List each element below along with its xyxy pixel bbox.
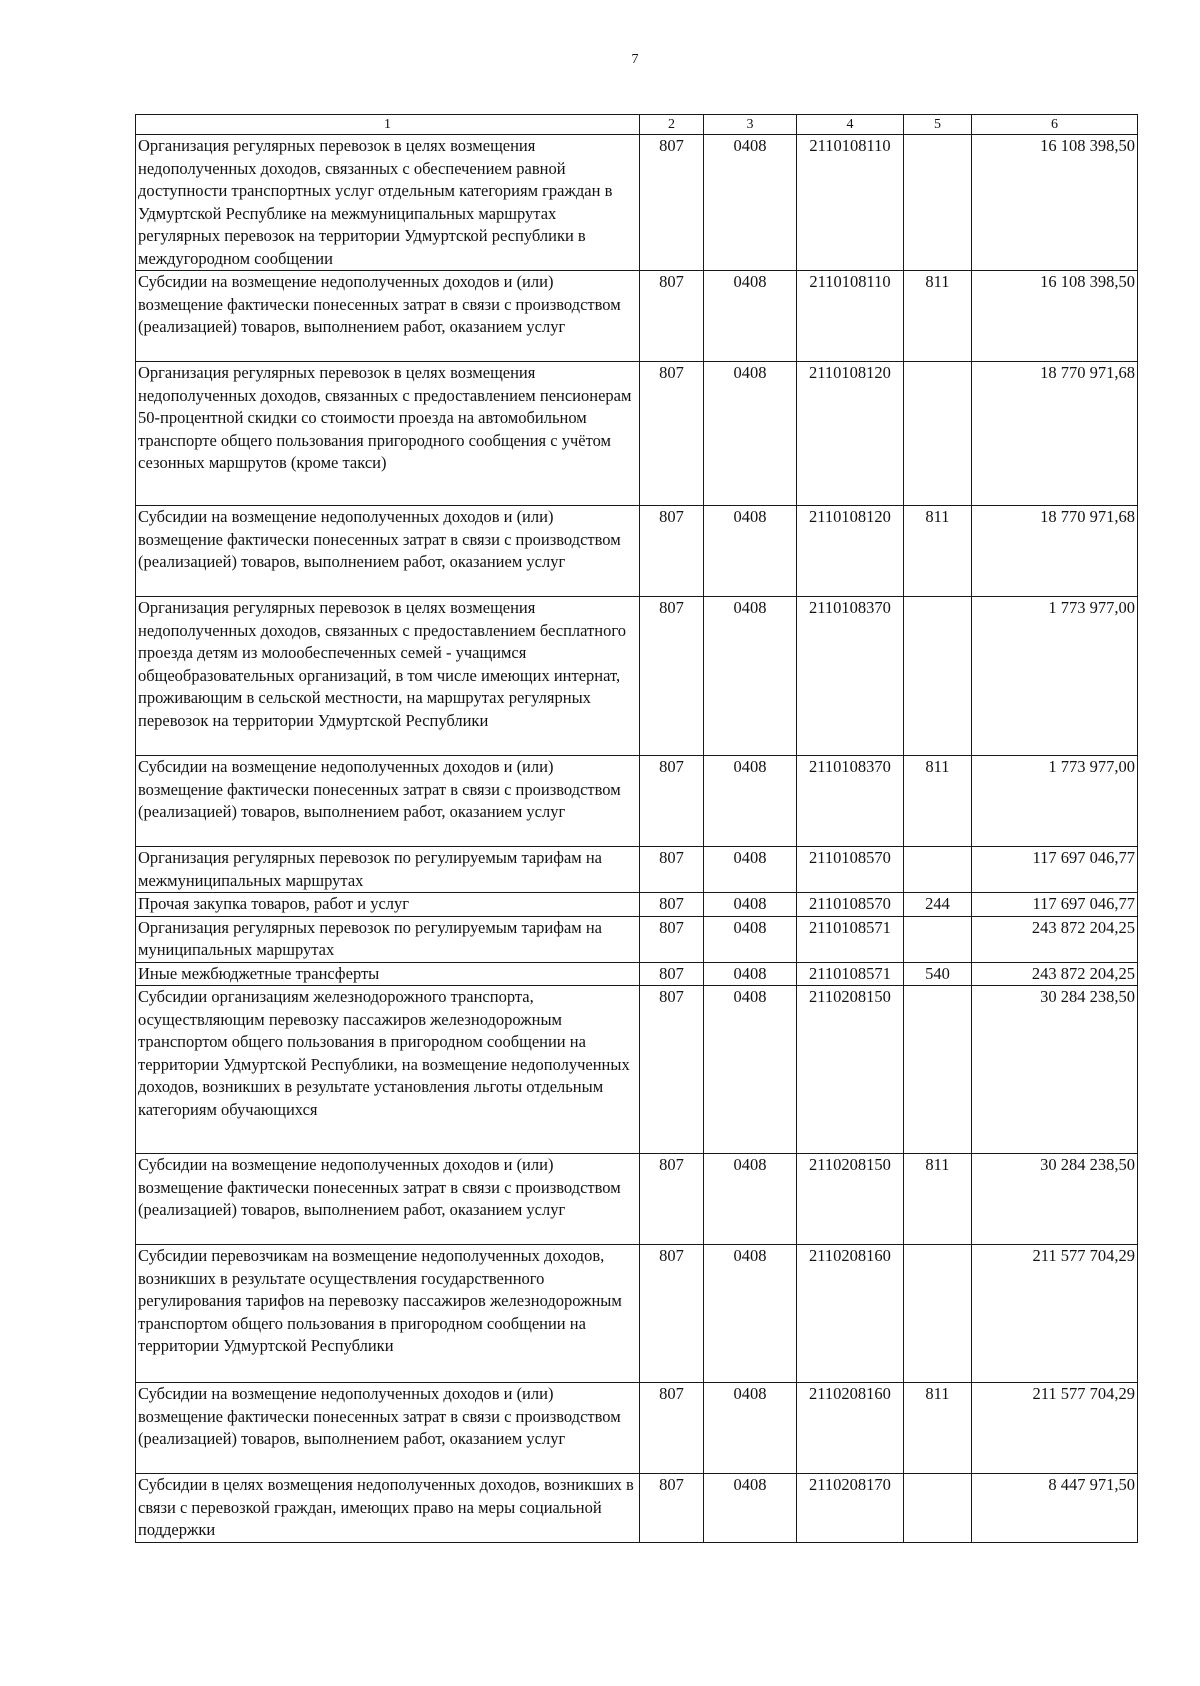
row-section: 0408: [704, 1154, 797, 1245]
table-row: [136, 597, 1138, 756]
row-name: Субсидии на возмещение недополученных доходов и (или) возмещение фактически понесенных затрат в связи с производством (реализацией) товаров, выполнением работ, оказанием услуг: [136, 1154, 640, 1245]
row-article: 2110108571: [797, 916, 904, 962]
row-name: Субсидии в целях возмещения недополученных доходов, возникших в связи с перевозкой граждан, имеющих право на меры социальной поддержки: [136, 1474, 640, 1543]
table-row: [136, 1474, 1138, 1543]
row-ministry: 807: [640, 962, 704, 986]
row-amount: 211 577 704,29: [972, 1245, 1138, 1383]
row-ministry: 807: [640, 756, 704, 847]
row-expense-type: [904, 986, 972, 1154]
table-row: [136, 506, 1138, 597]
row-ministry: 807: [640, 916, 704, 962]
row-article: 2110108570: [797, 847, 904, 893]
row-ministry: 807: [640, 986, 704, 1154]
row-expense-type: 811: [904, 506, 972, 597]
row-article: 2110108370: [797, 597, 904, 756]
row-section: 0408: [704, 362, 797, 506]
page-number: 7: [631, 52, 639, 67]
row-expense-type: 811: [904, 271, 972, 362]
row-name: Организация регулярных перевозок в целях возмещения недополученных доходов, связанных с обеспечением равной доступности транспортных услуг отдельным категориям граждан в Удмуртской Республике на межмуниципальных маршрутах регулярных перевозок на территории Удмуртской республики в междугородном сообщении: [136, 135, 640, 271]
row-ministry: 807: [640, 271, 704, 362]
row-section: 0408: [704, 506, 797, 597]
row-ministry: 807: [640, 893, 704, 917]
row-section: 0408: [704, 597, 797, 756]
row-section: 0408: [704, 1245, 797, 1383]
row-ministry: 807: [640, 597, 704, 756]
row-ministry: 807: [640, 362, 704, 506]
table-row: [136, 135, 1138, 271]
row-expense-type: [904, 135, 972, 271]
table-row: [136, 893, 1138, 917]
row-ministry: 807: [640, 1474, 704, 1543]
row-amount: 1 773 977,00: [972, 756, 1138, 847]
row-article: 2110208150: [797, 986, 904, 1154]
row-name: Организация регулярных перевозок по регулируемым тарифам на межмуниципальных маршрутах: [136, 847, 640, 893]
row-expense-type: [904, 847, 972, 893]
row-article: 2110108110: [797, 135, 904, 271]
column-header-article: 4: [797, 115, 904, 135]
row-section: 0408: [704, 847, 797, 893]
row-name: Субсидии организациям железнодорожного транспорта, осуществляющим перевозку пассажиров железнодорожным транспортом общего пользования в пригородном сообщении на территории Удмуртской Республики, на возмещение недополученных доходов, возникших в результате установления льготы отдельным категориям обучающихся: [136, 986, 640, 1154]
row-amount: 30 284 238,50: [972, 1154, 1138, 1245]
row-name: Субсидии перевозчикам на возмещение недополученных доходов, возникших в результате осуществления государственного регулирования тарифов на перевозку пассажиров железнодорожным транспортом общего пользования в пригородном сообщении на территории Удмуртской Республики: [136, 1245, 640, 1383]
table-row: [136, 986, 1138, 1154]
row-ministry: 807: [640, 135, 704, 271]
row-amount: 18 770 971,68: [972, 506, 1138, 597]
row-section: 0408: [704, 962, 797, 986]
row-amount: 16 108 398,50: [972, 271, 1138, 362]
row-name: Иные межбюджетные трансферты: [136, 962, 640, 986]
row-section: 0408: [704, 756, 797, 847]
row-ministry: 807: [640, 847, 704, 893]
row-name: Организация регулярных перевозок в целях возмещения недополученных доходов, связанных с предоставлением бесплатного проезда детям из молообеспеченных семей - учащимся общеобразовательных организаций, в том числе имеющих интернат, проживающим в сельской местности, на маршрутах регулярных перевозок на территории Удмуртской Республики: [136, 597, 640, 756]
row-name: Субсидии на возмещение недополученных доходов и (или) возмещение фактически понесенных затрат в связи с производством (реализацией) товаров, выполнением работ, оказанием услуг: [136, 756, 640, 847]
table-row: [136, 1245, 1138, 1383]
row-article: 2110108571: [797, 962, 904, 986]
row-expense-type: [904, 362, 972, 506]
row-section: 0408: [704, 271, 797, 362]
row-amount: 211 577 704,29: [972, 1383, 1138, 1474]
row-expense-type: [904, 1245, 972, 1383]
row-name: Субсидии на возмещение недополученных доходов и (или) возмещение фактически понесенных затрат в связи с производством (реализацией) товаров, выполнением работ, оказанием услуг: [136, 1383, 640, 1474]
row-expense-type: 244: [904, 893, 972, 917]
row-article: 2110108570: [797, 893, 904, 917]
row-expense-type: 811: [904, 1154, 972, 1245]
budget-table: [135, 114, 1138, 1543]
row-expense-type: 811: [904, 1383, 972, 1474]
row-ministry: 807: [640, 1383, 704, 1474]
column-header-expense-type: 5: [904, 115, 972, 135]
row-amount: 30 284 238,50: [972, 986, 1138, 1154]
row-ministry: 807: [640, 506, 704, 597]
row-name: Субсидии на возмещение недополученных доходов и (или) возмещение фактически понесенных затрат в связи с производством (реализацией) товаров, выполнением работ, оказанием услуг: [136, 506, 640, 597]
row-article: 2110108370: [797, 756, 904, 847]
table-row: [136, 756, 1138, 847]
row-amount: 243 872 204,25: [972, 916, 1138, 962]
row-name: Организация регулярных перевозок по регулируемым тарифам на муниципальных маршрутах: [136, 916, 640, 962]
column-header-section: 3: [704, 115, 797, 135]
row-amount: 1 773 977,00: [972, 597, 1138, 756]
row-ministry: 807: [640, 1154, 704, 1245]
table-header-row: [136, 115, 1138, 135]
row-section: 0408: [704, 893, 797, 917]
row-section: 0408: [704, 986, 797, 1154]
row-section: 0408: [704, 916, 797, 962]
row-section: 0408: [704, 135, 797, 271]
row-amount: 8 447 971,50: [972, 1474, 1138, 1543]
row-expense-type: 811: [904, 756, 972, 847]
table-row: [136, 362, 1138, 506]
column-header-ministry: 2: [640, 115, 704, 135]
row-amount: 16 108 398,50: [972, 135, 1138, 271]
row-name: Прочая закупка товаров, работ и услуг: [136, 893, 640, 917]
table-row: [136, 1154, 1138, 1245]
row-article: 2110108120: [797, 506, 904, 597]
row-name: Организация регулярных перевозок в целях возмещения недополученных доходов, связанных с предоставлением пенсионерам 50-процентной скидки со стоимости проезда на автомобильном транспорте общего пользования пригородного сообщения с учётом сезонных маршрутов (кроме такси): [136, 362, 640, 506]
row-amount: 117 697 046,77: [972, 847, 1138, 893]
table-row: [136, 271, 1138, 362]
column-header-name: 1: [136, 115, 640, 135]
row-section: 0408: [704, 1383, 797, 1474]
row-expense-type: [904, 916, 972, 962]
row-article: 2110208150: [797, 1154, 904, 1245]
row-amount: 243 872 204,25: [972, 962, 1138, 986]
row-article: 2110208170: [797, 1474, 904, 1543]
row-name: Субсидии на возмещение недополученных доходов и (или) возмещение фактически понесенных затрат в связи с производством (реализацией) товаров, выполнением работ, оказанием услуг: [136, 271, 640, 362]
row-article: 2110208160: [797, 1245, 904, 1383]
table-row: [136, 962, 1138, 986]
row-expense-type: [904, 1474, 972, 1543]
column-header-amount: 6: [972, 115, 1138, 135]
row-article: 2110108120: [797, 362, 904, 506]
row-expense-type: [904, 597, 972, 756]
table-row: [136, 916, 1138, 962]
row-article: 2110108110: [797, 271, 904, 362]
row-amount: 117 697 046,77: [972, 893, 1138, 917]
row-amount: 18 770 971,68: [972, 362, 1138, 506]
row-expense-type: 540: [904, 962, 972, 986]
row-article: 2110208160: [797, 1383, 904, 1474]
row-ministry: 807: [640, 1245, 704, 1383]
row-section: 0408: [704, 1474, 797, 1543]
table-row: [136, 847, 1138, 893]
table-row: [136, 1383, 1138, 1474]
